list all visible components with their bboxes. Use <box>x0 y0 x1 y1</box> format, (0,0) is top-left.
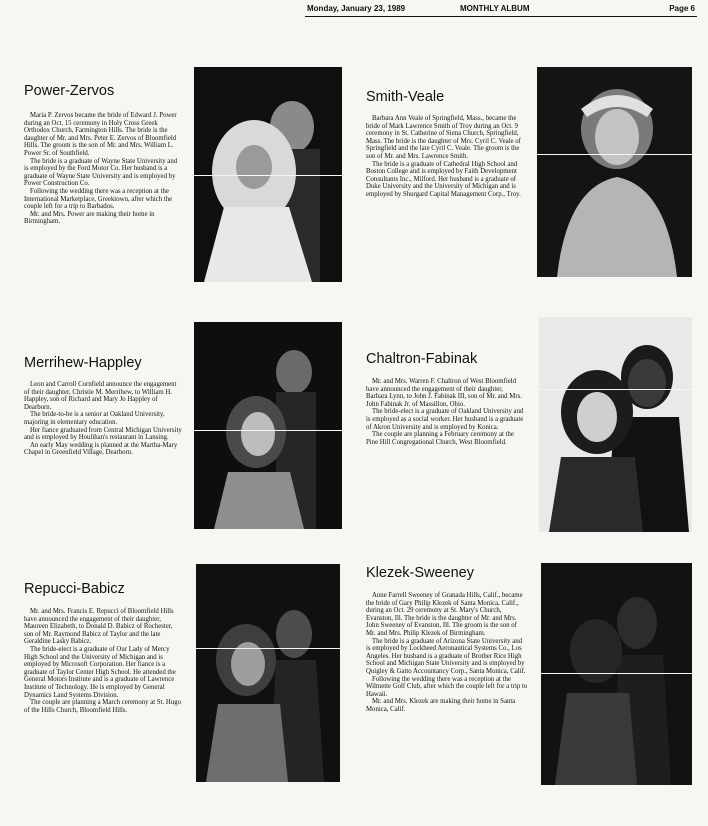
photo-engaged-couple-portrait <box>539 317 692 532</box>
masthead <box>305 4 697 17</box>
paragraph: The bride is a graduate of Arizona State University and is employed by Lockheed Aeronautical Systems Co., Los Angeles. Her husband is a graduate of Brother Rice High School and Michigan State University and is employed by Quigley & Gatto Accountancy Corp., Santa Monica, Calif. <box>366 637 526 675</box>
section-title: MONTHLY ALBUM <box>460 4 530 13</box>
headline-chaltron-fabinak: Chaltron-Fabinak <box>366 351 478 367</box>
photo-wedding-couple-dark <box>541 563 692 785</box>
paragraph: An early May wedding is planned at the Martha-Mary Chapel in Greenfield Village, Dearborn. <box>24 441 178 457</box>
paragraph: The couple are planning a February ceremony at the Pine Hill Congregational Church, West Bloomfield. <box>366 431 514 446</box>
article-klezek-sweeney <box>366 592 528 714</box>
headline-smith-veale: Smith-Veale <box>366 89 445 105</box>
paragraph: Mr. and Mrs. Klezek are making their home in Santa Monica, Calif. <box>366 698 516 713</box>
article-chaltron-fabinak <box>366 378 526 446</box>
paragraph: Mr. and Mrs. Francis E. Repucci of Bloomfield Hills have announced the engagement of their daughter, Maureen Elizabeth, to Donald D. Babicz of Rochester, son of Mr. Raymond Babicz of Taylor and the late Geraldine Lasky Babicz. <box>24 608 174 646</box>
photo-engaged-couple <box>194 322 342 529</box>
paragraph: The bride-elect is a graduate of Oakland University and is employed as a social worker. Her husband is a graduate of Akron University and is employed by Konica. <box>366 408 524 431</box>
article-merrihew-happley <box>24 381 182 457</box>
headline-repucci-babicz: Repucci-Babicz <box>24 581 125 597</box>
paragraph: The bride-to-be is a senior at Oakland University, majoring in elementary education. <box>24 411 165 426</box>
paragraph: Maria P. Zervos became the bride of Edward J. Power during an Oct. 15 ceremony in Holy Cross Greek Orthodox Church, Farmington Hills. The bride is the daughter of Mr. and Mrs. Peter E. Zervos of Bloomfield Hills. The groom is the son of Mr. and Mrs. William L. Power Sr. of Southfield. <box>24 112 177 157</box>
headline-klezek-sweeney: Klezek-Sweeney <box>366 565 474 581</box>
headline-merrihew-happley: Merrihew-Happley <box>24 355 142 371</box>
paragraph: Mr. and Mrs. Warren F. Chaltron of West Bloomfield have announced the engagement of their daughter, Barbara Lynn, to John J. Fabinak III, son of Mr. and Mrs. John Fabinak Jr. of Massillon, Ohio. <box>366 378 522 408</box>
paragraph: Barbara Ann Veale of Springfield, Mass., became the bride of Mark Lawrence Smith of Troy during an Oct. 9 ceremony in St. Catherine of Siena Church, Springfield, Mass. The bride is the daughter of Mrs. Cyril C. Veale of Springfield and the late Cyril C. Veale. The groom is the son of Mr. and Mrs. Lawrence Smith. <box>366 115 521 160</box>
paragraph: Following the wedding there was a reception at the Wilmette Golf Club, after which the couple left for a trip to Hawaii. <box>366 675 528 698</box>
article-power-zervos <box>24 112 182 226</box>
paragraph: Following the wedding there was a reception at the International Marketplace, Greektown, after which the couple left for a trip to Barbados. <box>24 187 173 211</box>
paragraph: Leon and Carroll Cornfield announce the engagement of their daughter, Christie M. Merrihew, to William H. Happley, son of Richard and Mary Jo Happley of Dearborn. <box>24 381 177 411</box>
paragraph: Her fiance graduated from Central Michigan University and is employed by Houlihan's restaurant in Lansing. <box>24 426 182 442</box>
paragraph: The bride is a graduate of Wayne State University and is employed by the Ford Motor Co. Her husband is a graduate of Wayne State University and is employed by Power Construction Co. <box>24 157 178 188</box>
page-number: Page 6 <box>669 4 695 13</box>
paragraph: Mr. and Mrs. Power are making their home in Birmingham. <box>24 210 155 226</box>
paragraph: The couple are planning a March ceremony at St. Hugo of the Hills Church, Bloomfield Hills. <box>24 699 181 714</box>
article-repucci-babicz <box>24 608 182 714</box>
paragraph: Anne Farrell Sweeney of Granada Hills, Calif., became the bride of Gary Philip Klezek of Santa Monica, Calif., during an Oct. 29 ceremony at St. Mary's Church, Evanston, Ill. The bride is the daughter of Mr. and Mrs. John Sweeney of Evanston, Ill. The groom is the son of Mr. and Mrs. Philip Klezek of Birmingham. <box>366 592 523 637</box>
photo-couple-wedding <box>194 67 342 282</box>
headline-power-zervos: Power-Zervos <box>24 83 115 99</box>
article-smith-veale <box>366 115 526 199</box>
issue-date: Monday, January 23, 1989 <box>307 4 406 13</box>
paragraph: The bride is a graduate of Cathedral High School and Boston College and is employed by Faith Development Consultants Inc., Milford. Her husband is a graduate of Duke University and the University of Michigan and is employed by Shurgard Capital Management Corp., Troy. <box>366 160 521 198</box>
paragraph: The bride-elect is a graduate of Our Lady of Mercy High School and the University of Michigan and is employed by Microsoft Corporation. Her fiance is a graduate of Taylor Center High School. He attended the General Motors Institute and is a graduate of Lawrence Institute of Technology. He is employed by General Dynamics Land Systems Division. <box>24 645 176 699</box>
photo-bride-portrait <box>537 67 692 277</box>
photo-couple-dark <box>196 564 340 782</box>
